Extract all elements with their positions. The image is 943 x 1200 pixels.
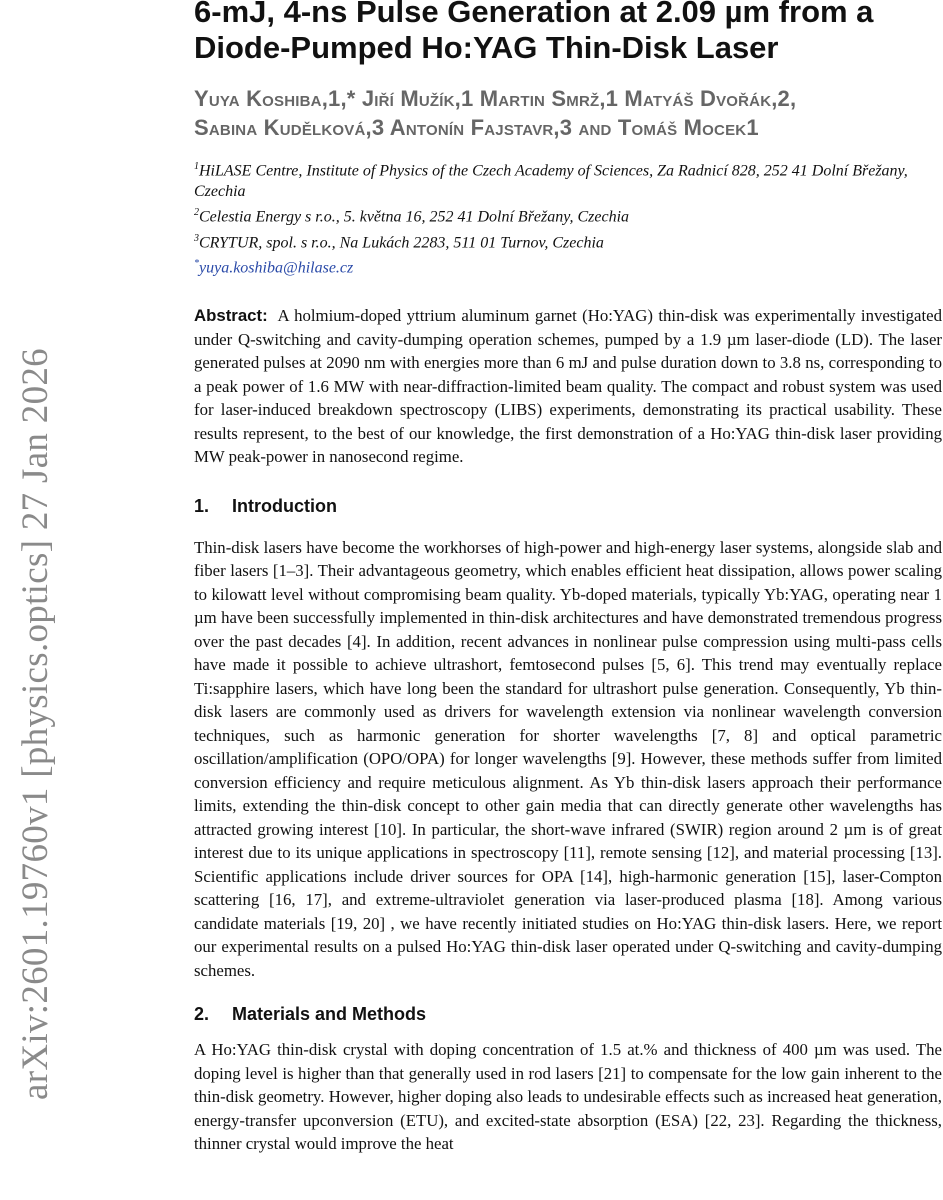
affiliation-1: $^1$HiLASE Centre, Institute of Physics of the Czech Academy of Sciences, Za Radnicí 828, 252 41 Dolní Břežany, Czechia bbox=[194, 161, 908, 201]
introduction-body: Thin-disk lasers have become the workhorses of high-power and high-energy laser systems, alongside slab and fiber lasers [1–3]. Their advantageous geometry, which enables efficient heat dissipation, allows power scaling to kilowatt level without compromising beam quality. Yb-doped materials, typically Yb:YAG, operating near 1 µm have been successfully implemented in thin-disk architectures and have demonstrated tremendous progress over the past decades [4]. In addition, recent advances in nonlinear pulse compression using multi-pass cells have made it possible to achieve ultrashort, femtosecond pulses [5, 6]. This trend may eventually replace Ti:sapphire lasers, which have long been the standard for ultrashort pulse generation. Consequently, Yb thin-disk lasers are commonly used as drivers for wavelength extension via nonlinear wavelength conversion techniques, such as harmonic generation for shorter wavelengths [7, 8] and optical parametric oscillation/amplification (OPO/OPA) for longer wavelengths [9]. However, these methods suffer from limited conversion efficiency and require meticulous alignment. As Yb thin-disk lasers approach their performance limits, extending the thin-disk concept to other gain media that can directly generate other wavelengths has attracted growing interest [10]. In particular, the short-wave infrared (SWIR) region around 2 µm is of great interest due to its unique applications in spectroscopy [11], remote sensing [12], and material processing [13]. Scientific applications include driver sources for OPA [14], high-harmonic generation [15], laser-Compton scattering [16, 17], and extreme-ultraviolet generation via laser-produced plasma [18]. Among various candidate materials [19, 20] , we have recently initiated studies on Ho:YAG thin-disk lasers. Here, we report our experimental results on a pulsed Ho:YAG thin-disk laser operated under Q-switching and cavity-dumping schemes. bbox=[194, 537, 942, 980]
author-list bbox=[194, 84, 942, 142]
abstract-label: Abstract: bbox=[194, 306, 268, 326]
affiliations bbox=[194, 156, 942, 278]
section-heading-materials-methods: 2. Materials and Methods bbox=[194, 1004, 427, 1025]
paper-title bbox=[194, 0, 942, 66]
materials-methods-body: A Ho:YAG thin-disk crystal with doping concentration of 1.5 at.% and thickness of 400 µm was used. The doping level is higher than that generally used in rod lasers [21] to compensate for the low gain inherent to the thin-disk geometry. However, higher doping also leads to undesirable effects such as increased heat generation, energy-transfer upconversion (ETU), and excited-state absorption (ESA) [22, 23]. Regarding the thickness, thinner crystal would improve the heat bbox=[194, 1040, 942, 1154]
author-line-2: Sabina Kudělková,3 Antonín Fajstavr,3 and Tomáš Mocek1 bbox=[194, 115, 759, 140]
paper-content bbox=[194, 0, 942, 1156]
abstract-text: A holmium-doped yttrium aluminum garnet (Ho:YAG) thin-disk was experimentally investigated under Q-switching and cavity-dumping operation schemes, pumped by a 1.9 µm laser-diode (LD). The laser generated pulses at 2090 nm with energies more than 6 mJ and pulse duration down to 3.8 ns, corresponding to a peak power of 1.6 MW with near-diffraction-limited beam quality. The compact and robust system was used for laser-induced breakdown spectroscopy (LIBS) experiments, demonstrating its practical usability. These results represent, to the best of our knowledge, the first demonstration of a Ho:YAG thin-disk laser providing MW peak-power in nanosecond regime. bbox=[194, 306, 942, 467]
title-line-1: 6-mJ, 4-ns Pulse Generation at 2.09 µm from a bbox=[194, 0, 874, 29]
corresponding-email[interactable]: *yuya.koshiba@hilase.cz bbox=[194, 257, 354, 277]
arxiv-watermark: arXiv:2601.19760v1 [physics.optics] 27 Jan 2026 bbox=[15, 348, 56, 1100]
affiliation-2: $^2$Celestia Energy s r.o., 5. května 16, 252 41 Dolní Břežany, Czechia bbox=[194, 207, 630, 226]
author-line-1: Yuya Koshiba,1,* Jiří Mužík,1 Martin Smrž,1 Matyáš Dvořák,2, bbox=[194, 86, 797, 111]
section-heading-introduction: 1. Introduction bbox=[194, 495, 337, 516]
affiliation-3: $^3$CRYTUR, spol. s r.o., Na Lukách 2283, 511 01 Turnov, Czechia bbox=[194, 232, 604, 251]
abstract bbox=[194, 304, 942, 469]
title-line-2: Diode-Pumped Ho:YAG Thin-Disk Laser bbox=[194, 30, 779, 65]
